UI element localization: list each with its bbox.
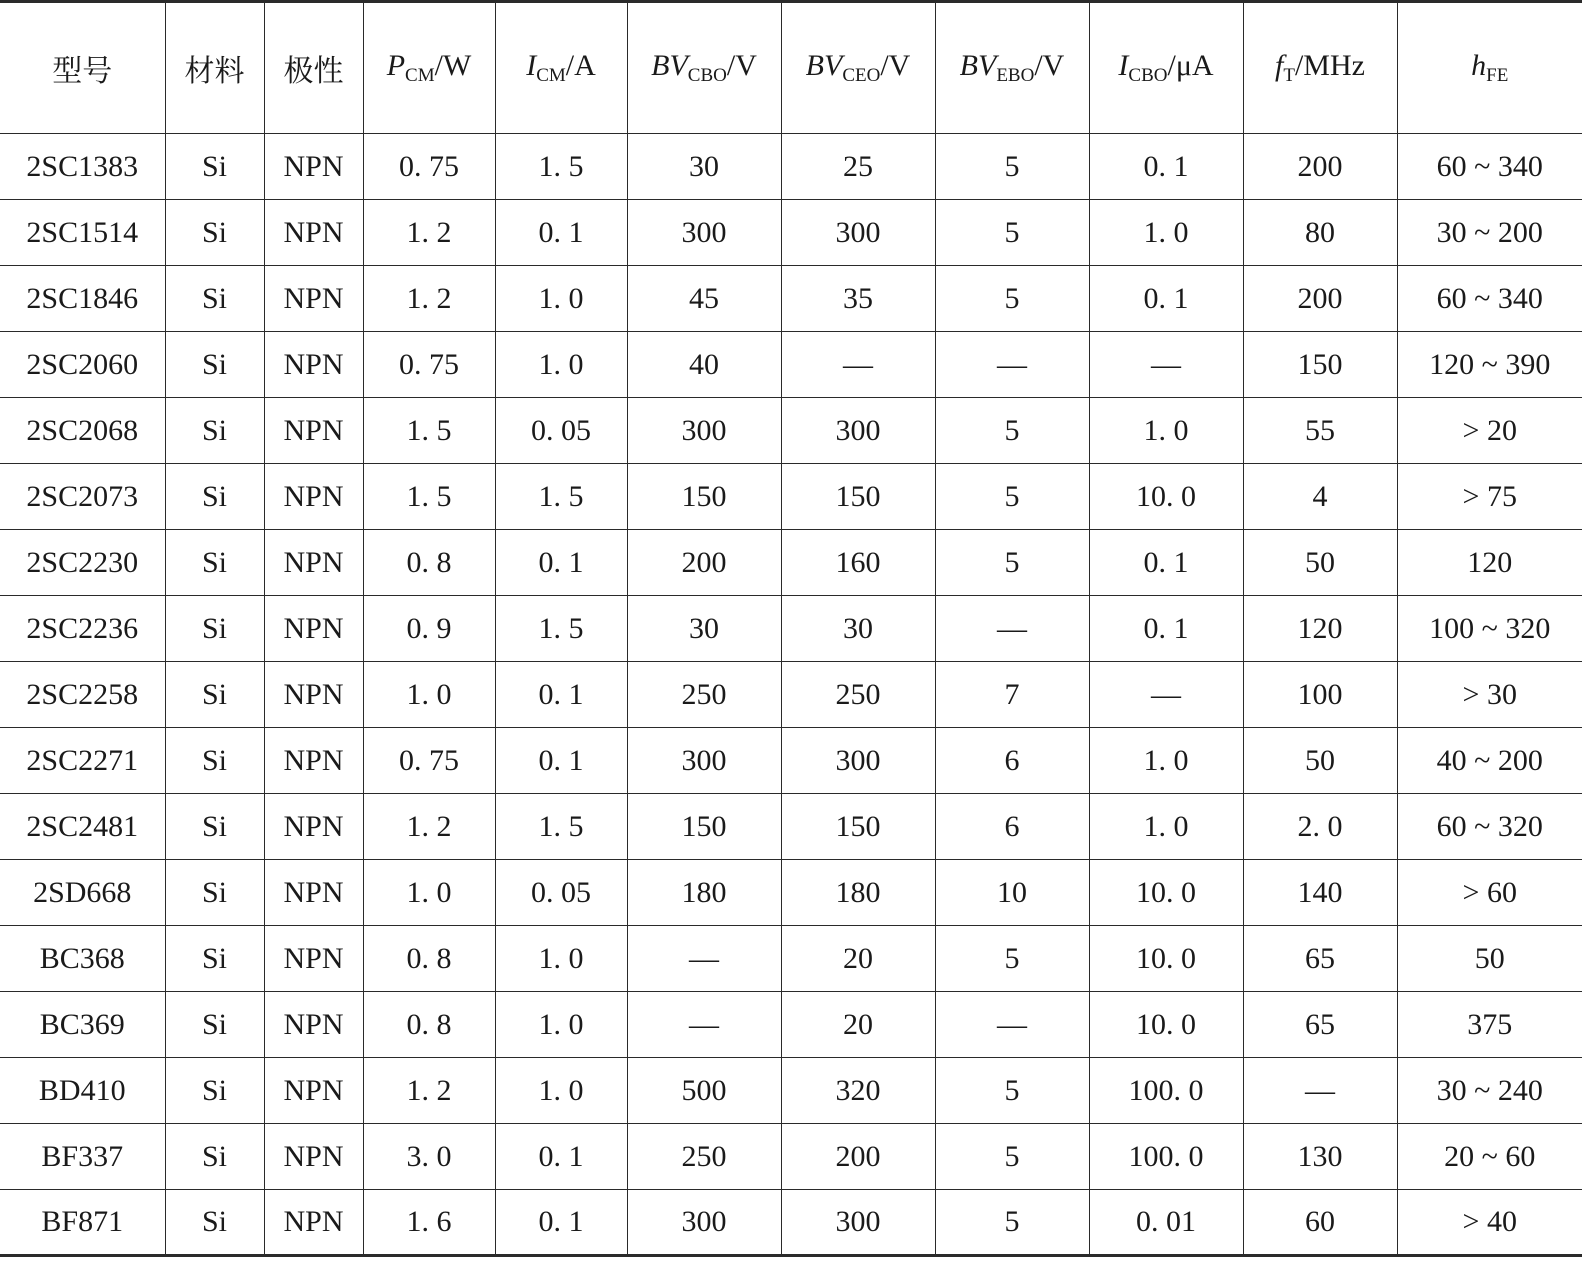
cell-ft: 130: [1243, 1124, 1397, 1190]
cell-material: Si: [165, 200, 264, 266]
cell-bvebo: —: [935, 596, 1089, 662]
table-row: [0, 332, 1582, 398]
cell-pcm: 0. 8: [363, 530, 495, 596]
cell-pcm: 0. 9: [363, 596, 495, 662]
cell-material: Si: [165, 1124, 264, 1190]
cell-icbo: 1. 0: [1089, 398, 1243, 464]
cell-material: Si: [165, 794, 264, 860]
cell-bvceo: 150: [781, 464, 935, 530]
cell-icbo: 0. 1: [1089, 530, 1243, 596]
cell-hfe: > 20: [1397, 398, 1582, 464]
cell-material: Si: [165, 728, 264, 794]
cell-icbo: 0. 01: [1089, 1190, 1243, 1256]
cell-ft: 100: [1243, 662, 1397, 728]
cell-model: 2SC1846: [0, 266, 165, 332]
cell-hfe: 60 ~ 340: [1397, 134, 1582, 200]
cell-material: Si: [165, 134, 264, 200]
cell-icm: 0. 1: [495, 728, 627, 794]
cell-bvcbo: 250: [627, 662, 781, 728]
cell-bvcbo: 150: [627, 464, 781, 530]
cell-material: Si: [165, 662, 264, 728]
cell-polarity: NPN: [264, 1190, 363, 1256]
cell-material: Si: [165, 398, 264, 464]
cell-pcm: 3. 0: [363, 1124, 495, 1190]
cell-icm: 0. 1: [495, 1124, 627, 1190]
cell-polarity: NPN: [264, 1124, 363, 1190]
cell-model: 2SC2271: [0, 728, 165, 794]
header-icbo: $I_{CBO}/\mu A$: [1089, 2, 1243, 134]
cell-bvceo: 250: [781, 662, 935, 728]
cell-model: 2SC1514: [0, 200, 165, 266]
cell-bvebo: 5: [935, 1124, 1089, 1190]
cell-polarity: NPN: [264, 332, 363, 398]
cell-model: BC368: [0, 926, 165, 992]
cell-material: Si: [165, 1190, 264, 1256]
cell-model: 2SC2068: [0, 398, 165, 464]
cell-icm: 0. 05: [495, 398, 627, 464]
cell-bvceo: 300: [781, 1190, 935, 1256]
table-row: [0, 266, 1582, 332]
table-row: [0, 398, 1582, 464]
table-row: [0, 1190, 1582, 1256]
cell-pcm: 0. 8: [363, 992, 495, 1058]
header-bvebo: $BV_{EBO}/V$: [935, 2, 1089, 134]
cell-model: BF871: [0, 1190, 165, 1256]
cell-model: 2SD668: [0, 860, 165, 926]
cell-model: 2SC2481: [0, 794, 165, 860]
cell-icm: 1. 5: [495, 464, 627, 530]
cell-icbo: 10. 0: [1089, 860, 1243, 926]
cell-icm: 0. 1: [495, 662, 627, 728]
cell-bvceo: 320: [781, 1058, 935, 1124]
cell-pcm: 1. 2: [363, 200, 495, 266]
cell-bvceo: 35: [781, 266, 935, 332]
cell-ft: —: [1243, 1058, 1397, 1124]
cell-hfe: 100 ~ 320: [1397, 596, 1582, 662]
cell-bvceo: 160: [781, 530, 935, 596]
cell-icm: 1. 0: [495, 992, 627, 1058]
cell-bvebo: 5: [935, 398, 1089, 464]
cell-bvcbo: 300: [627, 1190, 781, 1256]
cell-bvcbo: 45: [627, 266, 781, 332]
cell-polarity: NPN: [264, 860, 363, 926]
cell-polarity: NPN: [264, 200, 363, 266]
cell-bvebo: —: [935, 332, 1089, 398]
cell-material: Si: [165, 596, 264, 662]
cell-bvebo: 5: [935, 530, 1089, 596]
header-polarity: 极性: [264, 2, 363, 134]
cell-icbo: —: [1089, 662, 1243, 728]
cell-ft: 140: [1243, 860, 1397, 926]
cell-ft: 50: [1243, 530, 1397, 596]
cell-icm: 0. 1: [495, 530, 627, 596]
cell-pcm: 0. 8: [363, 926, 495, 992]
header-model: 型号: [0, 2, 165, 134]
cell-icbo: 10. 0: [1089, 464, 1243, 530]
cell-bvebo: 5: [935, 266, 1089, 332]
cell-pcm: 1. 5: [363, 464, 495, 530]
cell-icbo: 0. 1: [1089, 266, 1243, 332]
cell-polarity: NPN: [264, 1058, 363, 1124]
cell-pcm: 1. 0: [363, 860, 495, 926]
cell-hfe: 30 ~ 200: [1397, 200, 1582, 266]
cell-icm: 1. 0: [495, 1058, 627, 1124]
cell-bvebo: 5: [935, 926, 1089, 992]
cell-bvebo: 5: [935, 1058, 1089, 1124]
cell-bvceo: 200: [781, 1124, 935, 1190]
cell-ft: 50: [1243, 728, 1397, 794]
cell-polarity: NPN: [264, 398, 363, 464]
cell-bvcbo: 180: [627, 860, 781, 926]
cell-bvebo: 10: [935, 860, 1089, 926]
cell-polarity: NPN: [264, 266, 363, 332]
cell-ft: 200: [1243, 266, 1397, 332]
cell-model: 2SC2073: [0, 464, 165, 530]
cell-material: Si: [165, 332, 264, 398]
cell-bvceo: 20: [781, 926, 935, 992]
cell-pcm: 0. 75: [363, 728, 495, 794]
cell-icbo: 0. 1: [1089, 596, 1243, 662]
cell-icbo: 1. 0: [1089, 200, 1243, 266]
cell-ft: 65: [1243, 926, 1397, 992]
table-row: [0, 596, 1582, 662]
cell-bvceo: 20: [781, 992, 935, 1058]
table-row: [0, 860, 1582, 926]
cell-icm: 0. 1: [495, 1190, 627, 1256]
cell-bvebo: 5: [935, 464, 1089, 530]
cell-pcm: 1. 2: [363, 1058, 495, 1124]
cell-ft: 2. 0: [1243, 794, 1397, 860]
table-row: [0, 530, 1582, 596]
cell-ft: 60: [1243, 1190, 1397, 1256]
table-row: [0, 200, 1582, 266]
table-row: [0, 662, 1582, 728]
cell-polarity: NPN: [264, 794, 363, 860]
cell-pcm: 1. 6: [363, 1190, 495, 1256]
cell-ft: 55: [1243, 398, 1397, 464]
header-pcm: $P_{CM}/W$: [363, 2, 495, 134]
table-body: [0, 134, 1582, 1256]
cell-model: 2SC2060: [0, 332, 165, 398]
cell-pcm: 0. 75: [363, 134, 495, 200]
cell-material: Si: [165, 266, 264, 332]
cell-bvcbo: —: [627, 992, 781, 1058]
cell-bvebo: 7: [935, 662, 1089, 728]
header-icm: $I_{CM}/A$: [495, 2, 627, 134]
cell-bvcbo: 500: [627, 1058, 781, 1124]
cell-hfe: > 40: [1397, 1190, 1582, 1256]
cell-model: 2SC2258: [0, 662, 165, 728]
cell-model: BC369: [0, 992, 165, 1058]
cell-pcm: 1. 2: [363, 794, 495, 860]
cell-icm: 0. 05: [495, 860, 627, 926]
table-row: [0, 1058, 1582, 1124]
cell-icm: 1. 5: [495, 794, 627, 860]
table-row: [0, 1124, 1582, 1190]
cell-hfe: 60 ~ 320: [1397, 794, 1582, 860]
cell-polarity: NPN: [264, 134, 363, 200]
cell-polarity: NPN: [264, 926, 363, 992]
cell-icbo: 10. 0: [1089, 992, 1243, 1058]
cell-hfe: > 75: [1397, 464, 1582, 530]
cell-icm: 1. 0: [495, 332, 627, 398]
table-row: [0, 134, 1582, 200]
cell-polarity: NPN: [264, 728, 363, 794]
cell-ft: 80: [1243, 200, 1397, 266]
cell-polarity: NPN: [264, 530, 363, 596]
cell-material: Si: [165, 992, 264, 1058]
cell-model: 2SC2230: [0, 530, 165, 596]
cell-icbo: 1. 0: [1089, 728, 1243, 794]
header-hfe: $h_{FE}$: [1397, 2, 1582, 134]
cell-model: BD410: [0, 1058, 165, 1124]
cell-hfe: > 60: [1397, 860, 1582, 926]
table-row: [0, 794, 1582, 860]
cell-bvcbo: 300: [627, 200, 781, 266]
table-row: [0, 728, 1582, 794]
cell-icbo: 0. 1: [1089, 134, 1243, 200]
cell-material: Si: [165, 926, 264, 992]
cell-pcm: 0. 75: [363, 332, 495, 398]
cell-bvebo: —: [935, 992, 1089, 1058]
cell-material: Si: [165, 1058, 264, 1124]
cell-ft: 120: [1243, 596, 1397, 662]
cell-model: 2SC1383: [0, 134, 165, 200]
cell-icm: 1. 0: [495, 266, 627, 332]
cell-hfe: 375: [1397, 992, 1582, 1058]
cell-bvceo: 300: [781, 200, 935, 266]
cell-hfe: 30 ~ 240: [1397, 1058, 1582, 1124]
header-ft: $f_T$/MHz: [1243, 2, 1397, 134]
cell-hfe: 120 ~ 390: [1397, 332, 1582, 398]
cell-bvcbo: 250: [627, 1124, 781, 1190]
cell-hfe: > 30: [1397, 662, 1582, 728]
table-row: [0, 926, 1582, 992]
cell-bvcbo: 40: [627, 332, 781, 398]
cell-bvebo: 6: [935, 794, 1089, 860]
header-bvceo: $BV_{CEO}/V$: [781, 2, 935, 134]
cell-icbo: 10. 0: [1089, 926, 1243, 992]
cell-bvceo: —: [781, 332, 935, 398]
cell-hfe: 50: [1397, 926, 1582, 992]
cell-bvebo: 6: [935, 728, 1089, 794]
cell-icm: 1. 5: [495, 134, 627, 200]
header-bvcbo: $BV_{CBO}/V$: [627, 2, 781, 134]
cell-bvcbo: 300: [627, 728, 781, 794]
table-row: [0, 464, 1582, 530]
cell-icbo: —: [1089, 332, 1243, 398]
cell-bvceo: 25: [781, 134, 935, 200]
cell-pcm: 1. 5: [363, 398, 495, 464]
cell-ft: 200: [1243, 134, 1397, 200]
cell-material: Si: [165, 860, 264, 926]
cell-ft: 65: [1243, 992, 1397, 1058]
cell-hfe: 120: [1397, 530, 1582, 596]
cell-bvebo: 5: [935, 200, 1089, 266]
cell-icbo: 1. 0: [1089, 794, 1243, 860]
cell-icm: 0. 1: [495, 200, 627, 266]
cell-hfe: 60 ~ 340: [1397, 266, 1582, 332]
cell-polarity: NPN: [264, 596, 363, 662]
cell-bvebo: 5: [935, 1190, 1089, 1256]
cell-icbo: 100. 0: [1089, 1124, 1243, 1190]
cell-icm: 1. 0: [495, 926, 627, 992]
cell-bvceo: 30: [781, 596, 935, 662]
cell-bvcbo: 150: [627, 794, 781, 860]
cell-hfe: 40 ~ 200: [1397, 728, 1582, 794]
header-material: 材料: [165, 2, 264, 134]
cell-bvebo: 5: [935, 134, 1089, 200]
cell-bvcbo: 30: [627, 134, 781, 200]
cell-material: Si: [165, 530, 264, 596]
cell-bvceo: 180: [781, 860, 935, 926]
cell-bvceo: 150: [781, 794, 935, 860]
cell-bvcbo: 300: [627, 398, 781, 464]
cell-bvceo: 300: [781, 398, 935, 464]
cell-polarity: NPN: [264, 992, 363, 1058]
cell-model: 2SC2236: [0, 596, 165, 662]
cell-pcm: 1. 0: [363, 662, 495, 728]
cell-material: Si: [165, 464, 264, 530]
cell-icbo: 100. 0: [1089, 1058, 1243, 1124]
header-row: [0, 2, 1582, 134]
cell-bvceo: 300: [781, 728, 935, 794]
cell-ft: 150: [1243, 332, 1397, 398]
cell-pcm: 1. 2: [363, 266, 495, 332]
cell-bvcbo: —: [627, 926, 781, 992]
cell-icm: 1. 5: [495, 596, 627, 662]
cell-ft: 4: [1243, 464, 1397, 530]
cell-bvcbo: 200: [627, 530, 781, 596]
cell-bvcbo: 30: [627, 596, 781, 662]
cell-polarity: NPN: [264, 662, 363, 728]
table-row: [0, 992, 1582, 1058]
cell-model: BF337: [0, 1124, 165, 1190]
cell-hfe: 20 ~ 60: [1397, 1124, 1582, 1190]
cell-polarity: NPN: [264, 464, 363, 530]
